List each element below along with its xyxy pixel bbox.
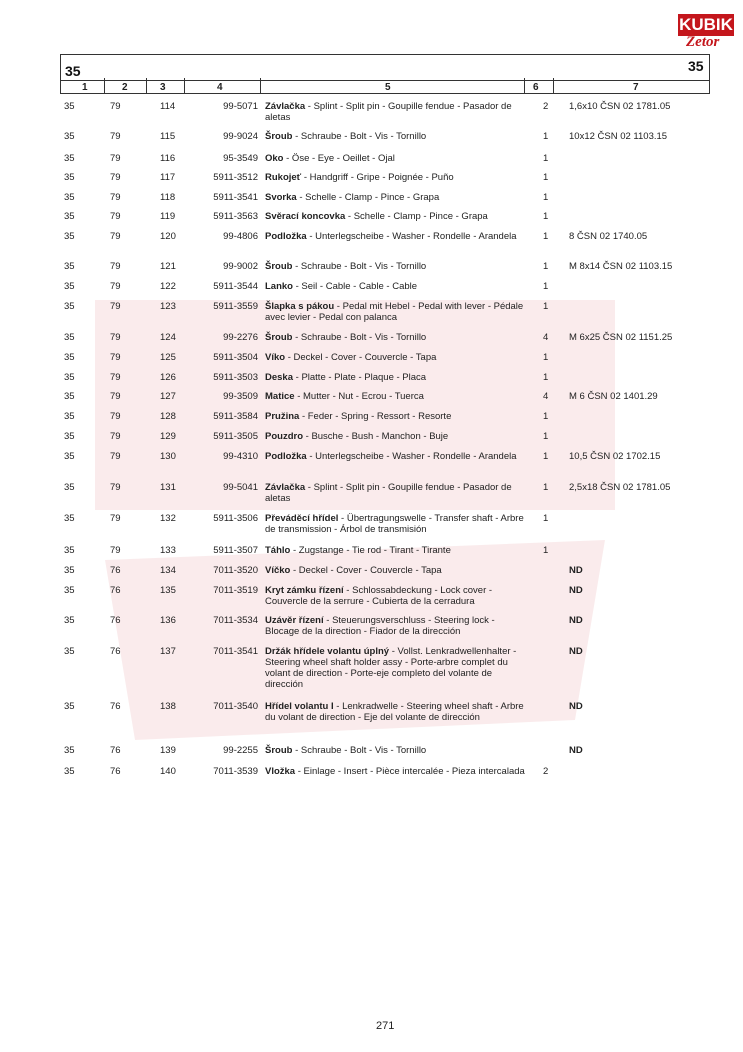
- cell-description: [265, 411, 525, 422]
- cell-position: 138: [160, 701, 176, 712]
- cell-note: 10x12 ČSN 02 1103.15: [569, 131, 668, 142]
- cell-part-number: 5911-3512: [213, 172, 258, 183]
- cell-description: [265, 352, 525, 363]
- cell-part-number: 99-9002: [223, 261, 258, 272]
- cell-group: 79: [110, 153, 121, 164]
- part-name-translations: - Lenkradwelle - Steering wheel shaft - Arbre du volant de direction - Eje del volante de dirección: [265, 701, 524, 723]
- cell-note: ND: [569, 615, 583, 626]
- cell-description: [265, 482, 525, 504]
- part-name-cz: Táhlo: [265, 545, 291, 556]
- cell-position: 135: [160, 585, 176, 596]
- cell-quantity: 1: [543, 153, 549, 164]
- cell-section: 35: [64, 153, 75, 164]
- cell-quantity: 1: [543, 192, 549, 203]
- cell-description: [265, 261, 525, 272]
- cell-position: 134: [160, 565, 176, 576]
- part-name-translations: - Handgriff - Gripe - Poignée - Puño: [301, 172, 454, 183]
- cell-group: 76: [110, 701, 121, 712]
- cell-position: 132: [160, 513, 176, 524]
- part-name-translations: - Mutter - Nut - Ecrou - Tuerca: [294, 391, 424, 402]
- cell-section: 35: [64, 332, 75, 343]
- part-name-cz: Závlačka: [265, 482, 306, 493]
- part-name-translations: - Schraube - Bolt - Vis - Tornillo: [292, 131, 427, 142]
- cell-section: 35: [64, 301, 75, 312]
- cell-group: 79: [110, 281, 121, 292]
- cell-description: [265, 301, 525, 323]
- cell-group: 79: [110, 411, 121, 422]
- column-divider: [260, 78, 261, 94]
- cell-part-number: 7011-3539: [213, 766, 258, 777]
- cell-part-number: 99-2276: [223, 332, 258, 343]
- cell-part-number: 7011-3519: [213, 585, 258, 596]
- cell-description: [265, 391, 525, 402]
- cell-description: [265, 101, 525, 123]
- part-name-translations: - Platte - Plate - Plaque - Placa: [293, 372, 427, 383]
- cell-section: 35: [64, 565, 75, 576]
- part-name-translations: - Feder - Spring - Ressort - Resorte: [299, 411, 452, 422]
- cell-description: [265, 646, 525, 690]
- cell-part-number: 5911-3584: [213, 411, 258, 422]
- cell-position: 123: [160, 301, 176, 312]
- cell-group: 79: [110, 451, 121, 462]
- cell-description: [265, 372, 525, 383]
- cell-note: ND: [569, 565, 583, 576]
- cell-group: 79: [110, 372, 121, 383]
- cell-section: 35: [64, 261, 75, 272]
- part-name-translations: - Einlage - Insert - Pièce intercalée - Pieza intercalada: [295, 766, 525, 777]
- column-header-5: 5: [385, 82, 391, 93]
- cell-position: 118: [160, 192, 176, 203]
- cell-part-number: 5911-3505: [213, 431, 258, 442]
- cell-quantity: 1: [543, 231, 549, 242]
- cell-quantity: 1: [543, 301, 549, 312]
- cell-quantity: 1: [543, 372, 549, 383]
- part-name-translations: - Unterlegscheibe - Washer - Rondelle - Arandela: [306, 231, 517, 242]
- part-name-cz: Závlačka: [265, 101, 306, 112]
- cell-note: 2,5x18 ČSN 02 1781.05: [569, 482, 671, 493]
- part-name-cz: Šroub: [265, 261, 293, 272]
- cell-section: 35: [64, 585, 75, 596]
- cell-quantity: 4: [543, 391, 549, 402]
- cell-position: 116: [160, 153, 176, 164]
- cell-part-number: 99-5071: [223, 101, 258, 112]
- cell-part-number: 95-3549: [223, 153, 258, 164]
- cell-group: 76: [110, 766, 121, 777]
- cell-position: 131: [160, 482, 176, 493]
- cell-group: 79: [110, 261, 121, 272]
- cell-position: 117: [160, 172, 176, 183]
- cell-quantity: 4: [543, 332, 549, 343]
- cell-position: 127: [160, 391, 176, 402]
- part-name-cz: Kryt zámku řízení: [265, 585, 344, 596]
- cell-position: 136: [160, 615, 176, 626]
- column-divider: [104, 78, 105, 94]
- cell-position: 137: [160, 646, 176, 657]
- part-name-translations: - Splint - Split pin - Goupille fendue - Pasador de aletas: [265, 482, 512, 504]
- column-header-2: 2: [122, 82, 128, 93]
- cell-position: 129: [160, 431, 176, 442]
- cell-description: [265, 565, 525, 576]
- cell-quantity: 1: [543, 172, 549, 183]
- part-name-cz: Pružina: [265, 411, 300, 422]
- cell-section: 35: [64, 745, 75, 756]
- column-divider: [146, 78, 147, 94]
- part-name-translations: - Pedal mit Hebel - Pedal with lever - Pédale avec levier - Pedal con palanca: [265, 301, 524, 323]
- part-name-translations: - Übertragungswelle - Transfer shaft - Arbre de transmission - Árbol de transmisión: [265, 513, 524, 535]
- cell-description: [265, 281, 525, 292]
- part-name-cz: Oko: [265, 153, 284, 164]
- cell-position: 120: [160, 231, 176, 242]
- cell-position: 121: [160, 261, 176, 272]
- cell-group: 79: [110, 231, 121, 242]
- cell-position: 140: [160, 766, 176, 777]
- cell-section: 35: [64, 513, 75, 524]
- cell-part-number: 7011-3541: [213, 646, 258, 657]
- column-header-6: 6: [533, 82, 539, 93]
- cell-note: M 8x14 ČSN 02 1103.15: [569, 261, 673, 272]
- column-divider: [524, 78, 525, 94]
- cell-section: 35: [64, 646, 75, 657]
- cell-description: [265, 451, 525, 462]
- cell-description: [265, 131, 525, 142]
- cell-description: [265, 192, 525, 203]
- part-name-cz: Šroub: [265, 131, 293, 142]
- part-name-translations: - Deckel - Cover - Couvercle - Tapa: [290, 565, 442, 576]
- part-name-cz: Pouzdro: [265, 431, 303, 442]
- cell-description: [265, 615, 525, 637]
- part-name-cz: Rukojeť: [265, 172, 302, 183]
- column-header-4: 4: [217, 82, 223, 93]
- part-name-cz: Svěrací koncovka: [265, 211, 346, 222]
- cell-position: 125: [160, 352, 176, 363]
- cell-note: 10,5 ČSN 02 1702.15: [569, 451, 661, 462]
- cell-section: 35: [64, 545, 75, 556]
- cell-group: 79: [110, 513, 121, 524]
- cell-quantity: 1: [543, 431, 549, 442]
- cell-position: 115: [160, 131, 176, 142]
- cell-description: [265, 585, 525, 607]
- cell-description: [265, 431, 525, 442]
- part-name-cz: Podložka: [265, 451, 307, 462]
- cell-quantity: 1: [543, 281, 549, 292]
- cell-part-number: 99-4806: [223, 231, 258, 242]
- column-header-row: [60, 80, 710, 94]
- cell-quantity: 2: [543, 766, 549, 777]
- cell-position: 128: [160, 411, 176, 422]
- cell-section: 35: [64, 172, 75, 183]
- cell-note: ND: [569, 585, 583, 596]
- part-name-cz: Víko: [265, 352, 286, 363]
- cell-group: 79: [110, 192, 121, 203]
- cell-part-number: 5911-3559: [213, 301, 258, 312]
- cell-part-number: 5911-3541: [213, 192, 258, 203]
- part-name-cz: Svorka: [265, 192, 297, 203]
- cell-section: 35: [64, 615, 75, 626]
- part-name-cz: Hřídel volantu I: [265, 701, 334, 712]
- column-divider: [184, 78, 185, 94]
- cell-part-number: 5911-3503: [213, 372, 258, 383]
- cell-section: 35: [64, 352, 75, 363]
- cell-section: 35: [64, 192, 75, 203]
- cell-part-number: 99-4310: [223, 451, 258, 462]
- cell-quantity: 1: [543, 261, 549, 272]
- cell-description: [265, 172, 525, 183]
- cell-part-number: 5911-3563: [213, 211, 258, 222]
- cell-note: ND: [569, 646, 583, 657]
- cell-group: 79: [110, 431, 121, 442]
- part-name-translations: - Vollst. Lenkradwellenhalter - Steering wheel shaft holder assy - Porte-arbre complet du volant de direction - Porte-eje completo del volante de dirección: [265, 646, 517, 690]
- part-name-translations: - Zugstange - Tie rod - Tirant - Tirante: [290, 545, 451, 556]
- cell-part-number: 7011-3520: [213, 565, 258, 576]
- part-name-translations: - Schelle - Clamp - Pince - Grapa: [345, 211, 488, 222]
- part-name-translations: - Schlossabdeckung - Lock cover - Couvercle de la serrure - Cubierta de la cerradura: [265, 585, 493, 607]
- cell-group: 79: [110, 101, 121, 112]
- cell-position: 119: [160, 211, 176, 222]
- part-name-translations: - Deckel - Cover - Couvercle - Tapa: [285, 352, 437, 363]
- cell-note: ND: [569, 745, 583, 756]
- cell-group: 79: [110, 482, 121, 493]
- part-name-translations: - Öse - Eye - Oeillet - Ojal: [283, 153, 395, 164]
- part-name-cz: Podložka: [265, 231, 307, 242]
- part-name-translations: - Schraube - Bolt - Vis - Tornillo: [292, 332, 427, 343]
- cell-part-number: 5911-3504: [213, 352, 258, 363]
- part-name-cz: Šlapka s pákou: [265, 301, 335, 312]
- cell-part-number: 5911-3507: [213, 545, 258, 556]
- cell-part-number: 99-9024: [223, 131, 258, 142]
- logo-sub: Zetor: [686, 34, 720, 50]
- part-name-translations: - Schraube - Bolt - Vis - Tornillo: [292, 745, 427, 756]
- part-name-cz: Matice: [265, 391, 295, 402]
- cell-position: 139: [160, 745, 176, 756]
- cell-group: 76: [110, 646, 121, 657]
- column-header-1: 1: [82, 82, 88, 93]
- cell-section: 35: [64, 231, 75, 242]
- cell-position: 130: [160, 451, 176, 462]
- cell-section: 35: [64, 701, 75, 712]
- cell-description: [265, 153, 525, 164]
- cell-section: 35: [64, 211, 75, 222]
- part-name-translations: - Busche - Bush - Manchon - Buje: [303, 431, 449, 442]
- cell-part-number: 7011-3540: [213, 701, 258, 712]
- cell-quantity: 1: [543, 482, 549, 493]
- section-number-left: 35: [65, 63, 81, 79]
- cell-quantity: 1: [543, 513, 549, 524]
- column-header-3: 3: [160, 82, 166, 93]
- cell-section: 35: [64, 131, 75, 142]
- cell-quantity: 1: [543, 545, 549, 556]
- cell-description: [265, 701, 525, 723]
- cell-part-number: 99-3509: [223, 391, 258, 402]
- cell-position: 133: [160, 545, 176, 556]
- part-name-translations: - Splint - Split pin - Goupille fendue - Pasador de aletas: [265, 101, 512, 123]
- cell-position: 114: [160, 101, 176, 112]
- cell-description: [265, 513, 525, 535]
- cell-position: 126: [160, 372, 176, 383]
- cell-quantity: 2: [543, 101, 549, 112]
- cell-part-number: 99-5041: [223, 482, 258, 493]
- cell-description: [265, 211, 525, 222]
- cell-note: 8 ČSN 02 1740.05: [569, 231, 648, 242]
- part-name-cz: Lanko: [265, 281, 293, 292]
- cell-part-number: 5911-3506: [213, 513, 258, 524]
- part-name-translations: - Schelle - Clamp - Pince - Grapa: [296, 192, 440, 203]
- cell-section: 35: [64, 101, 75, 112]
- cell-group: 76: [110, 745, 121, 756]
- column-header-7: 7: [633, 82, 639, 93]
- part-name-cz: Šroub: [265, 745, 293, 756]
- section-number-right: 35: [688, 58, 704, 74]
- cell-position: 124: [160, 332, 176, 343]
- part-name-cz: Držák hřídele volantu úplný: [265, 646, 390, 657]
- cell-section: 35: [64, 451, 75, 462]
- cell-group: 79: [110, 545, 121, 556]
- cell-description: [265, 545, 525, 556]
- part-name-cz: Vložka: [265, 766, 296, 777]
- cell-position: 122: [160, 281, 176, 292]
- cell-group: 79: [110, 391, 121, 402]
- cell-group: 79: [110, 172, 121, 183]
- cell-description: [265, 332, 525, 343]
- part-name-cz: Uzávěr řízení: [265, 615, 324, 626]
- part-name-translations: - Steuerungsverschluss - Steering lock - Blocage de la direction - Fiador de la dirección: [265, 615, 495, 637]
- cell-description: [265, 766, 525, 777]
- cell-group: 76: [110, 585, 121, 596]
- part-name-cz: Deska: [265, 372, 293, 383]
- cell-section: 35: [64, 411, 75, 422]
- cell-description: [265, 745, 525, 756]
- column-divider: [553, 78, 554, 94]
- cell-description: [265, 231, 525, 242]
- cell-group: 76: [110, 615, 121, 626]
- cell-part-number: 5911-3544: [213, 281, 258, 292]
- part-name-cz: Víčko: [265, 565, 291, 576]
- part-name-translations: - Unterlegscheibe - Washer - Rondelle - Arandela: [306, 451, 517, 462]
- cell-part-number: 7011-3534: [213, 615, 258, 626]
- cell-note: M 6 ČSN 02 1401.29: [569, 391, 658, 402]
- part-name-cz: Převáděcí hřídel: [265, 513, 339, 524]
- cell-quantity: 1: [543, 211, 549, 222]
- cell-quantity: 1: [543, 131, 549, 142]
- cell-quantity: 1: [543, 411, 549, 422]
- page-number: 271: [376, 1020, 395, 1032]
- cell-section: 35: [64, 372, 75, 383]
- cell-group: 79: [110, 131, 121, 142]
- cell-part-number: 99-2255: [223, 745, 258, 756]
- cell-section: 35: [64, 281, 75, 292]
- cell-group: 79: [110, 352, 121, 363]
- cell-group: 79: [110, 332, 121, 343]
- kubik-zetor-logo: [676, 12, 740, 56]
- cell-section: 35: [64, 431, 75, 442]
- cell-note: M 6x25 ČSN 02 1151.25: [569, 332, 673, 343]
- cell-quantity: 1: [543, 451, 549, 462]
- logo-brand: KUBIK: [679, 15, 733, 34]
- cell-section: 35: [64, 766, 75, 777]
- cell-group: 79: [110, 211, 121, 222]
- part-name-cz: Šroub: [265, 332, 293, 343]
- part-name-translations: - Seil - Cable - Cable - Cable: [292, 281, 418, 292]
- part-name-translations: - Schraube - Bolt - Vis - Tornillo: [292, 261, 427, 272]
- cell-group: 79: [110, 301, 121, 312]
- cell-quantity: 1: [543, 352, 549, 363]
- cell-note: 1,6x10 ČSN 02 1781.05: [569, 101, 671, 112]
- cell-group: 76: [110, 565, 121, 576]
- cell-section: 35: [64, 391, 75, 402]
- cell-section: 35: [64, 482, 75, 493]
- cell-note: ND: [569, 701, 583, 712]
